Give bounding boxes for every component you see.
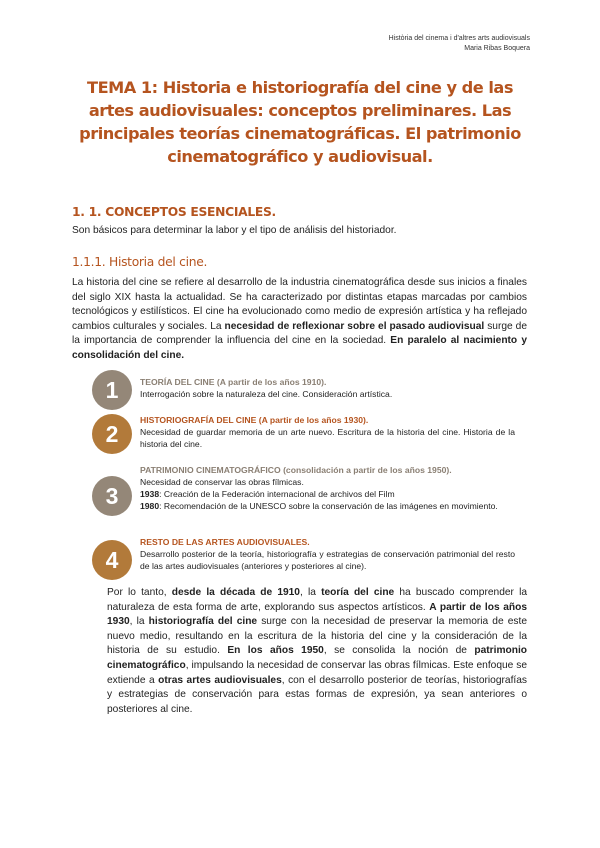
step-number: 4 <box>92 540 132 580</box>
step-body: Desarrollo posterior de la teoría, historiografía y estrategias de conservación patrimonial del resto de las artes audiovisuales (anteriores y posteriores al cine). <box>140 549 515 571</box>
step-body: Necesidad de guardar memoria de un arte nuevo. Escritura de la historia del cine. Historia de la historia del cine. <box>140 427 515 449</box>
page-header <box>389 34 530 54</box>
step-body: Necesidad de conservar las obras fílmicas. <box>140 477 304 487</box>
subsection-heading: 1.1.1. Historia del cine. <box>72 255 208 269</box>
course-name: Història del cinema i d'altres arts audiovisuals <box>388 35 530 42</box>
author-name: Maria Ribas Boquera <box>464 45 530 52</box>
step-number: 3 <box>92 476 132 516</box>
step-body: Interrogación sobre la naturaleza del cine. Consideración artística. <box>140 389 393 399</box>
step-title: RESTO DE LAS ARTES AUDIOVISUALES. <box>140 537 310 547</box>
step-title: HISTORIOGRAFÍA DEL CINE (A partir de los años 1930). <box>140 415 369 425</box>
step-number: 2 <box>92 414 132 454</box>
step-title: TEORÍA DEL CINE (A partir de los años 1910). <box>140 377 327 387</box>
step-title: PATRIMONIO CINEMATOGRÁFICO (consolidación a partir de los años 1950). <box>140 465 452 475</box>
step-number: 1 <box>92 370 132 410</box>
paragraph-summary: Por lo tanto, desde la década de 1910, la teoría del cine ha buscado comprender la naturaleza de esta forma de arte, explorando sus aspectos artísticos. A partir de los años 1930, la historiografía del cine surge con la necesidad de preservar la memoria de este nuevo medio, resultando en la escritura de la historia del cine y la consideración de la historia de su estudio. En los años 1950, se consolida la noción de patrimonio cinematográfico, impulsando la necesidad de conservar las obras fílmicas. Este enfoque se extiende a otras artes audiovisuales, con el desarrollo posterior de teorías, historiografías y estrategias de conservación para estas formas de expresión, ya sean anteriores o posteriores al cine. <box>107 587 528 715</box>
document-title: TEMA 1: Historia e historiografía del cine y de las artes audiovisuales: conceptos preliminares. Las principales teorías cinematográficas. El patrimonio cinematográfico y audiovisual. <box>79 78 521 166</box>
section-heading: 1. 1. CONCEPTOS ESENCIALES. <box>72 205 276 219</box>
section-intro: Son básicos para determinar la labor y el tipo de análisis del historiador. <box>72 225 397 236</box>
paragraph-history: La historia del cine se refiere al desarrollo de la industria cinematográfica desde sus inicios a finales del siglo XIX hasta la actualidad. Se ha caracterizado por distintas etapas marcadas por cambios tecnológicos y estilísticos. El cine ha evolucionado como medio de expresión artística y ha reflejado cambios culturales y sociales. La necesidad de reflexionar sobre el pasado audiovisual surge de la importancia de comprender la influencia del cine en la sociedad. En paralelo al nacimiento y consolidación del cine. <box>72 277 527 361</box>
